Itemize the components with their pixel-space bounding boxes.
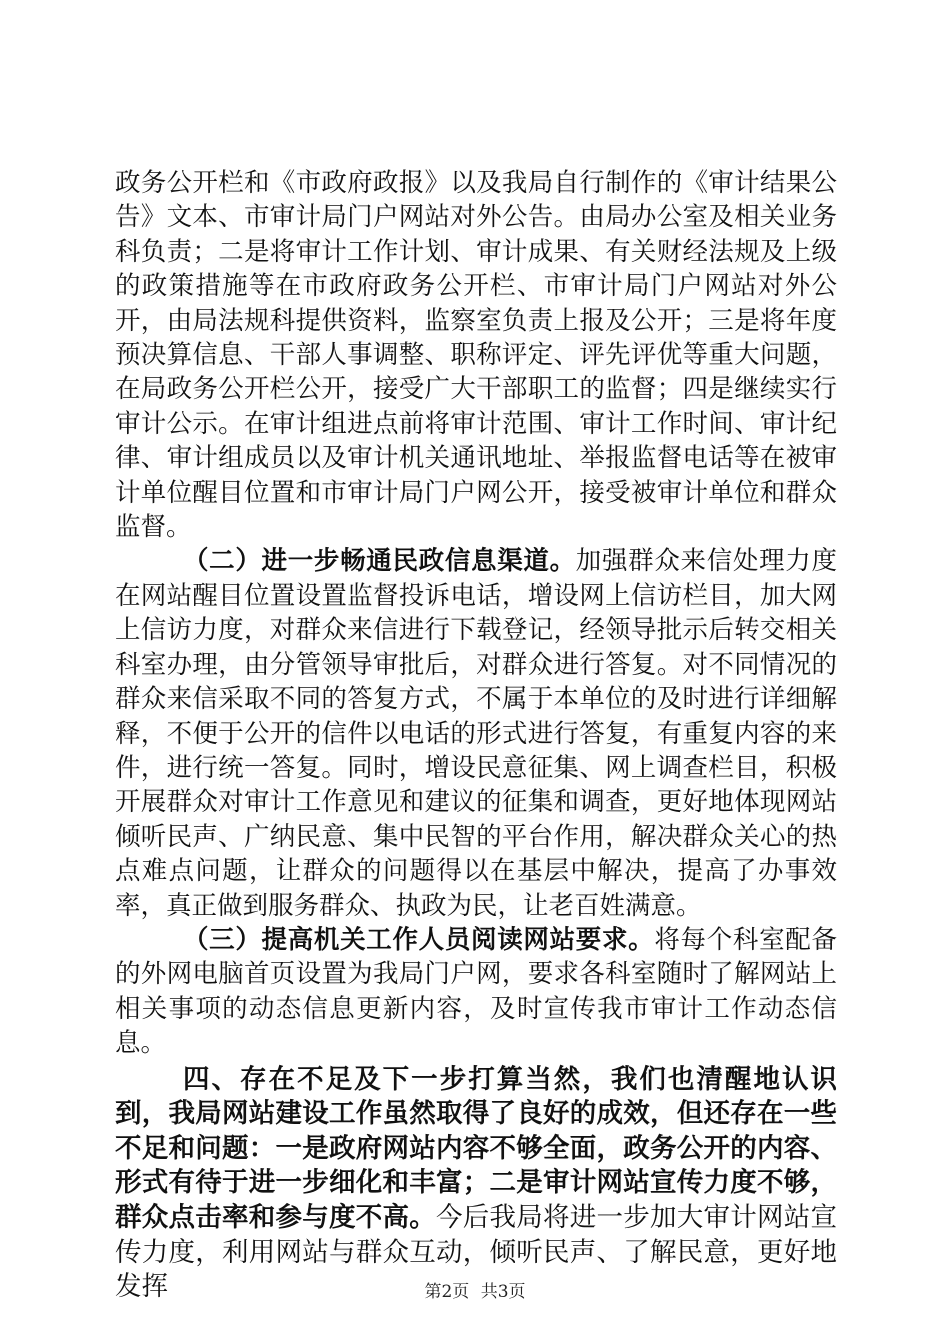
paragraph-4 <box>115 1063 837 1305</box>
paragraph-2 <box>115 544 837 922</box>
paragraph-2-heading: （二）进一步畅通民政信息渠道。 <box>183 546 576 577</box>
paragraph-3 <box>115 923 837 1061</box>
paragraph-3-heading: （三）提高机关工作人员阅读网站要求。 <box>183 924 655 955</box>
paragraph-2-body: 加强群众来信处理力度在网站醒目位置设置监督投诉电话，增设网上信访栏目，加大网上信访力度，对群众来信进行下载登记，经领导批示后转交相关科室办理，由分管领导审批后，对群众进行答复。对不同情况的群众来信采取不同的答复方式，不属于本单位的及时进行详细解释，不便于公开的信件以电话的形式进行答复，有重复内容的来件，进行统一答复。同时，增设民意征集、网上调查栏目，积极开展群众对审计工作意见和建议的征集和调查，更好地体现网站倾听民声、广纳民意、集中民智的平台作用，解决群众关心的热点难点问题，让群众的问题得以在基层中解决，提高了办事效率，真正做到服务群众、执政为民，让老百姓满意。 <box>115 546 837 921</box>
paragraph-4-normal: 今后我局将进一步加大审计网站宣传力度，利用网站与群众互动，倾听民声、了解民意，更好地发挥 <box>115 1201 837 1303</box>
document-body <box>115 166 837 1305</box>
paragraph-3-body: 将每个科室配备的外网电脑首页设置为我局门户网，要求各科室随时了解网站上相关事项的动态信息更新内容，及时宣传我市审计工作动态信息。 <box>115 924 837 1059</box>
page-footer <box>0 1277 950 1302</box>
page-number: 第2页 <box>424 1282 470 1302</box>
paragraph-1: 政务公开栏和《市政府政报》以及我局自行制作的《审计结果公告》文本、市审计局门户网站对外公告。由局办公室及相关业务科负责；二是将审计工作计划、审计成果、有关财经法规及上级的政策措施等在市政府政务公开栏、市审计局门户网站对外公开，由局法规科提供资料，监察室负责上报及公开；三是将年度预决算信息、干部人事调整、职称评定、评先评优等重大问题，在局政务公开栏公开，接受广大干部职工的监督；四是继续实行审计公示。在审计组进点前将审计范围、审计工作时间、审计纪律、审计组成员以及审计机关通讯地址、举报监督电话等在被审计单位醒目位置和市审计局门户网公开，接受被审计单位和群众监督。 <box>115 168 837 543</box>
page-total: 共3页 <box>480 1282 526 1302</box>
paragraph-4-bold: 四、存在不足及下一步打算当然，我们也清醒地认识到，我局网站建设工作虽然取得了良好的成效，但还存在一些不足和问题：一是政府网站内容不够全面，政务公开的内容、形式有待于进一步细化和丰富；二是审计网站宣传力度不够，群众点击率和参与度不高。 <box>115 1063 837 1233</box>
